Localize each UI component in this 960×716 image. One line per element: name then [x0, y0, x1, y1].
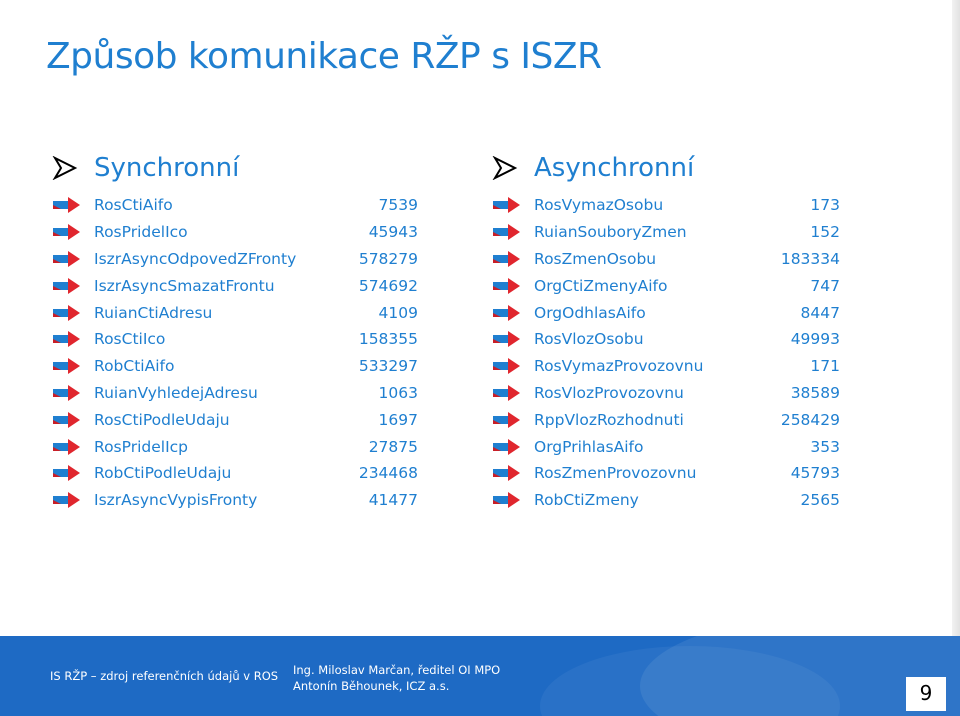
service-count: 747 [810, 276, 840, 295]
service-count: 49993 [790, 330, 840, 349]
async-heading-label: Asynchronní [534, 153, 695, 183]
service-count: 1697 [378, 410, 418, 429]
service-count: 7539 [378, 196, 418, 215]
arrow-right-icon [492, 277, 522, 295]
arrow-right-icon [492, 196, 522, 214]
list-item [52, 326, 432, 353]
service-name: RosCtiAifo [94, 196, 173, 215]
service-name: RosPridelIcp [94, 437, 188, 456]
service-name: IszrAsyncVypisFronty [94, 491, 258, 510]
list-item [52, 192, 432, 219]
service-name: IszrAsyncSmazatFrontu [94, 276, 275, 295]
service-count: 258429 [780, 410, 840, 429]
arrow-right-icon [52, 491, 82, 509]
list-item [52, 299, 432, 326]
arrow-right-icon [492, 384, 522, 402]
arrow-right-icon [52, 277, 82, 295]
service-name: OrgOdhlasAifo [534, 303, 646, 322]
list-item [52, 460, 432, 487]
page-number: 9 [919, 681, 933, 705]
service-name: RobCtiPodleUdaju [94, 464, 232, 483]
arrow-right-icon [52, 330, 82, 348]
service-name: RosCtiPodleUdaju [94, 410, 230, 429]
arrow-right-icon [52, 196, 82, 214]
list-item [492, 192, 852, 219]
service-count: 4109 [378, 303, 418, 322]
service-count: 2565 [800, 491, 840, 510]
list-item [52, 353, 432, 380]
async-list [492, 192, 852, 514]
service-name: RobCtiZmeny [534, 491, 639, 510]
list-item [492, 326, 852, 353]
service-name: RosVymazProvozovnu [534, 357, 704, 376]
arrow-right-icon [492, 223, 522, 241]
arrow-right-icon [492, 491, 522, 509]
service-count: 171 [810, 357, 840, 376]
arrow-right-icon [52, 384, 82, 402]
list-item [492, 353, 852, 380]
service-name: RosVymazOsobu [534, 196, 664, 215]
service-count: 152 [810, 223, 840, 242]
service-count: 38589 [790, 383, 840, 402]
arrow-right-icon [52, 223, 82, 241]
sync-heading [52, 150, 432, 186]
chevron-right-icon [52, 156, 78, 180]
arrow-right-icon [492, 464, 522, 482]
arrow-right-icon [52, 304, 82, 322]
arrow-right-icon [52, 464, 82, 482]
footer-authors [293, 662, 500, 694]
async-column [492, 150, 852, 514]
service-count: 45793 [790, 464, 840, 483]
list-item [492, 406, 852, 433]
list-item [492, 299, 852, 326]
footer-left-text: IS RŽP – zdroj referenčních údajů v ROS [50, 669, 279, 683]
list-item [492, 433, 852, 460]
arrow-right-icon [52, 411, 82, 429]
service-name: RosVlozProvozovnu [534, 383, 684, 402]
arrow-right-icon [52, 250, 82, 268]
service-name: RosCtiIco [94, 330, 166, 349]
sync-heading-label: Synchronní [94, 153, 240, 183]
slide-title: Způsob komunikace RŽP s ISZR [46, 36, 602, 77]
service-count: 45943 [368, 223, 418, 242]
service-count: 533297 [358, 357, 418, 376]
list-item [492, 219, 852, 246]
arrow-right-icon [52, 438, 82, 456]
footer-author-2: Antonín Běhounek, ICZ a.s. [293, 679, 450, 693]
list-item [52, 246, 432, 273]
sync-column [52, 150, 432, 514]
arrow-right-icon [492, 330, 522, 348]
service-name: RosZmenProvozovnu [534, 464, 697, 483]
list-item [52, 406, 432, 433]
service-name: RppVlozRozhodnuti [534, 410, 684, 429]
sync-list [52, 192, 432, 514]
service-count: 578279 [358, 249, 418, 268]
service-count: 183334 [780, 249, 840, 268]
service-name: OrgCtiZmenyAifo [534, 276, 668, 295]
arrow-right-icon [52, 357, 82, 375]
list-item [52, 433, 432, 460]
list-item [52, 487, 432, 514]
chevron-right-icon [492, 156, 518, 180]
arrow-right-icon [492, 411, 522, 429]
arrow-right-icon [492, 357, 522, 375]
service-name: OrgPrihlasAifo [534, 437, 644, 456]
service-name: RosVlozOsobu [534, 330, 644, 349]
service-count: 41477 [368, 491, 418, 510]
service-name: RuianVyhledejAdresu [94, 383, 258, 402]
service-count: 574692 [358, 276, 418, 295]
service-count: 27875 [368, 437, 418, 456]
service-name: RosPridelIco [94, 223, 188, 242]
service-name: IszrAsyncOdpovedZFronty [94, 249, 297, 268]
list-item [492, 272, 852, 299]
list-item [52, 272, 432, 299]
page-number-box [906, 677, 946, 711]
async-heading [492, 150, 852, 186]
arrow-right-icon [492, 304, 522, 322]
service-count: 234468 [358, 464, 418, 483]
service-name: RosZmenOsobu [534, 249, 657, 268]
list-item [492, 487, 852, 514]
slide-edge [952, 0, 960, 716]
service-name: RuianSouboryZmen [534, 223, 687, 242]
service-count: 158355 [358, 330, 418, 349]
service-count: 8447 [800, 303, 840, 322]
list-item [492, 380, 852, 407]
service-name: RobCtiAifo [94, 357, 175, 376]
list-item [492, 246, 852, 273]
service-count: 1063 [378, 383, 418, 402]
footer-bar [0, 636, 960, 716]
list-item [492, 460, 852, 487]
list-item [52, 219, 432, 246]
service-count: 353 [810, 437, 840, 456]
service-count: 173 [810, 196, 840, 215]
arrow-right-icon [492, 438, 522, 456]
service-name: RuianCtiAdresu [94, 303, 213, 322]
arrow-right-icon [492, 250, 522, 268]
footer-author-1: Ing. Miloslav Marčan, ředitel OI MPO [293, 663, 501, 677]
list-item [52, 380, 432, 407]
